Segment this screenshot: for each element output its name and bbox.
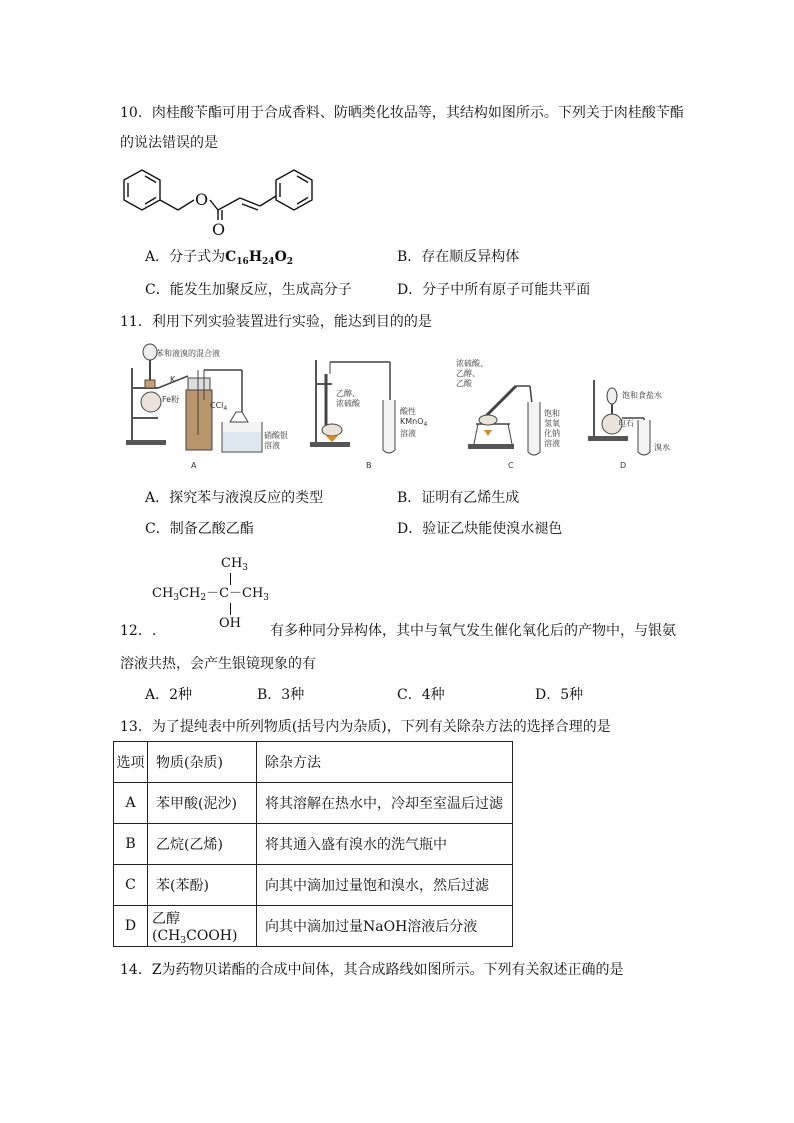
q12-structure-oh: OH	[219, 616, 241, 631]
q11-option-c[interactable]: C．制备乙酸乙酯	[145, 521, 254, 537]
q10-option-b[interactable]: B．存在顺反异构体	[397, 249, 520, 265]
table-cell-method: 将其通入盛有溴水的洗气瓶中	[257, 824, 513, 865]
table-header-option: 选项	[114, 742, 148, 783]
fig-d-letter: D	[620, 461, 627, 470]
q10-option-d[interactable]: D．分子中所有原子可能共平面	[397, 282, 591, 298]
table-header-method: 除杂方法	[257, 742, 513, 783]
fig-c-base-label-3: 化钠	[544, 429, 560, 438]
table-row	[114, 865, 513, 906]
ester-oxygen-label: O	[195, 190, 209, 209]
fig-b-kmno4-label-2: KMnO$_4$	[400, 417, 428, 428]
table-header-substance: 物质(杂质)	[148, 742, 257, 783]
fig-a-k-label: K	[170, 375, 176, 384]
fig-a-letter: A	[191, 461, 197, 470]
table-header-row	[114, 742, 513, 783]
carbonyl-oxygen-label: O	[212, 220, 226, 239]
apparatus-d	[588, 380, 670, 470]
table-cell-substance: 苯甲酸(泥沙)	[148, 783, 257, 824]
table-cell-method: 将其溶解在热水中，冷却至室温后过滤	[257, 783, 513, 824]
table-cell-option: B	[114, 824, 148, 865]
table-cell-option: D	[114, 906, 148, 947]
apparatus-c	[456, 358, 560, 470]
q12-structure-main-chain: $CH_3CH_2-C-CH_3$	[152, 586, 270, 603]
q12-number: 12．.	[120, 623, 157, 639]
fig-c-reagent-label-1: 浓硫酸、	[456, 359, 488, 368]
table-row	[114, 824, 513, 865]
q12-stem-line2: 溶液共热，会产生银镜现象的有	[120, 656, 316, 672]
table-cell-substance: 乙醇$(CH_3COOH)$	[148, 906, 257, 947]
q13-stem: 13．为了提纯表中所列物质(括号内为杂质)，下列有关除杂方法的选择合理的是	[120, 719, 611, 735]
q14-stem: 14．Z为药物贝诺酯的合成中间体，其合成路线如图所示。下列有关叙述正确的是	[120, 962, 624, 978]
q10-option-c[interactable]: C．能发生加聚反应，生成高分子	[145, 282, 352, 298]
q10-stem-line2: 的说法错误的是	[120, 135, 218, 151]
q11-option-a[interactable]: A．探究苯与液溴反应的类型	[145, 490, 324, 506]
q12-option-a[interactable]: A．2种	[145, 687, 193, 703]
q12-structure-bond-top	[230, 573, 231, 585]
table-cell-option: A	[114, 783, 148, 824]
fig-b-kmno4-label-1: 酸性	[400, 407, 416, 416]
benzyl-cinnamate-structure	[118, 160, 318, 240]
table-row	[114, 906, 513, 947]
fig-b-reagent-label-2: 浓硫酸	[336, 399, 360, 408]
fig-a-mixture-label: 苯和液溴的混合液	[156, 349, 220, 358]
q12-structure-ch3-top: $CH_3$	[221, 556, 249, 573]
table-row	[114, 783, 513, 824]
table-cell-method: 向其中滴加过量饱和溴水，然后过滤	[257, 865, 513, 906]
table-cell-method: 向其中滴加过量NaOH溶液后分液	[257, 906, 513, 947]
q12-option-d[interactable]: D．5种	[535, 687, 584, 703]
fig-c-reagent-label-3: 乙酸	[456, 379, 472, 388]
q10-stem-line1: 10．肉桂酸苄酯可用于合成香料、防晒类化妆品等，其结构如图所示。下列关于肉桂酸苄酯	[120, 105, 684, 121]
table-cell-substance: 乙烷(乙烯)	[148, 824, 257, 865]
q12-option-b[interactable]: B．3种	[257, 687, 305, 703]
fig-c-base-label-4: 溶液	[544, 439, 560, 448]
fig-a-agno3-label-1: 硝酸银	[264, 431, 288, 440]
fig-d-brine-label: 饱和食盐水	[622, 391, 662, 400]
q11-stem: 11．利用下列实验装置进行实验，能达到目的的是	[120, 314, 432, 330]
q12-structure-bond-bottom	[230, 603, 231, 615]
apparatus-b	[310, 360, 428, 470]
q11-option-b[interactable]: B．证明有乙烯生成	[397, 490, 520, 506]
fig-c-reagent-label-2: 乙醇、	[456, 369, 480, 378]
fig-b-kmno4-label-3: 溶液	[400, 429, 416, 438]
fig-a-ccl4-label: CCl$_4$	[210, 401, 228, 412]
q13-table	[113, 741, 513, 947]
fig-a-agno3-label-2: 溶液	[264, 441, 280, 450]
table-cell-substance: 苯(苯酚)	[148, 865, 257, 906]
fig-b-letter: B	[366, 461, 372, 470]
fig-c-base-label-1: 饱和	[544, 409, 560, 418]
table-cell-option: C	[114, 865, 148, 906]
q11-apparatus-figure	[118, 340, 678, 475]
q12-stem-line1: 有多种同分异构体，其中与氧气发生催化氧化后的产物中，与银氨	[270, 623, 676, 639]
fig-c-base-label-2: 氢氧	[544, 419, 560, 428]
fig-b-reagent-label-1: 乙醇、	[336, 389, 360, 398]
fig-d-carbide-label: 电石	[618, 419, 634, 428]
fig-a-fe-label: Fe粉	[162, 395, 180, 404]
q10-option-a[interactable]: A．分子式为$C_{16}H_{24}O_2$	[145, 249, 294, 267]
q11-option-d[interactable]: D．验证乙炔能使溴水褪色	[397, 521, 563, 537]
apparatus-a	[126, 344, 288, 470]
fig-d-bromine-label: 溴水	[654, 443, 670, 452]
fig-c-letter: C	[508, 461, 514, 470]
q12-option-c[interactable]: C．4种	[397, 687, 445, 703]
